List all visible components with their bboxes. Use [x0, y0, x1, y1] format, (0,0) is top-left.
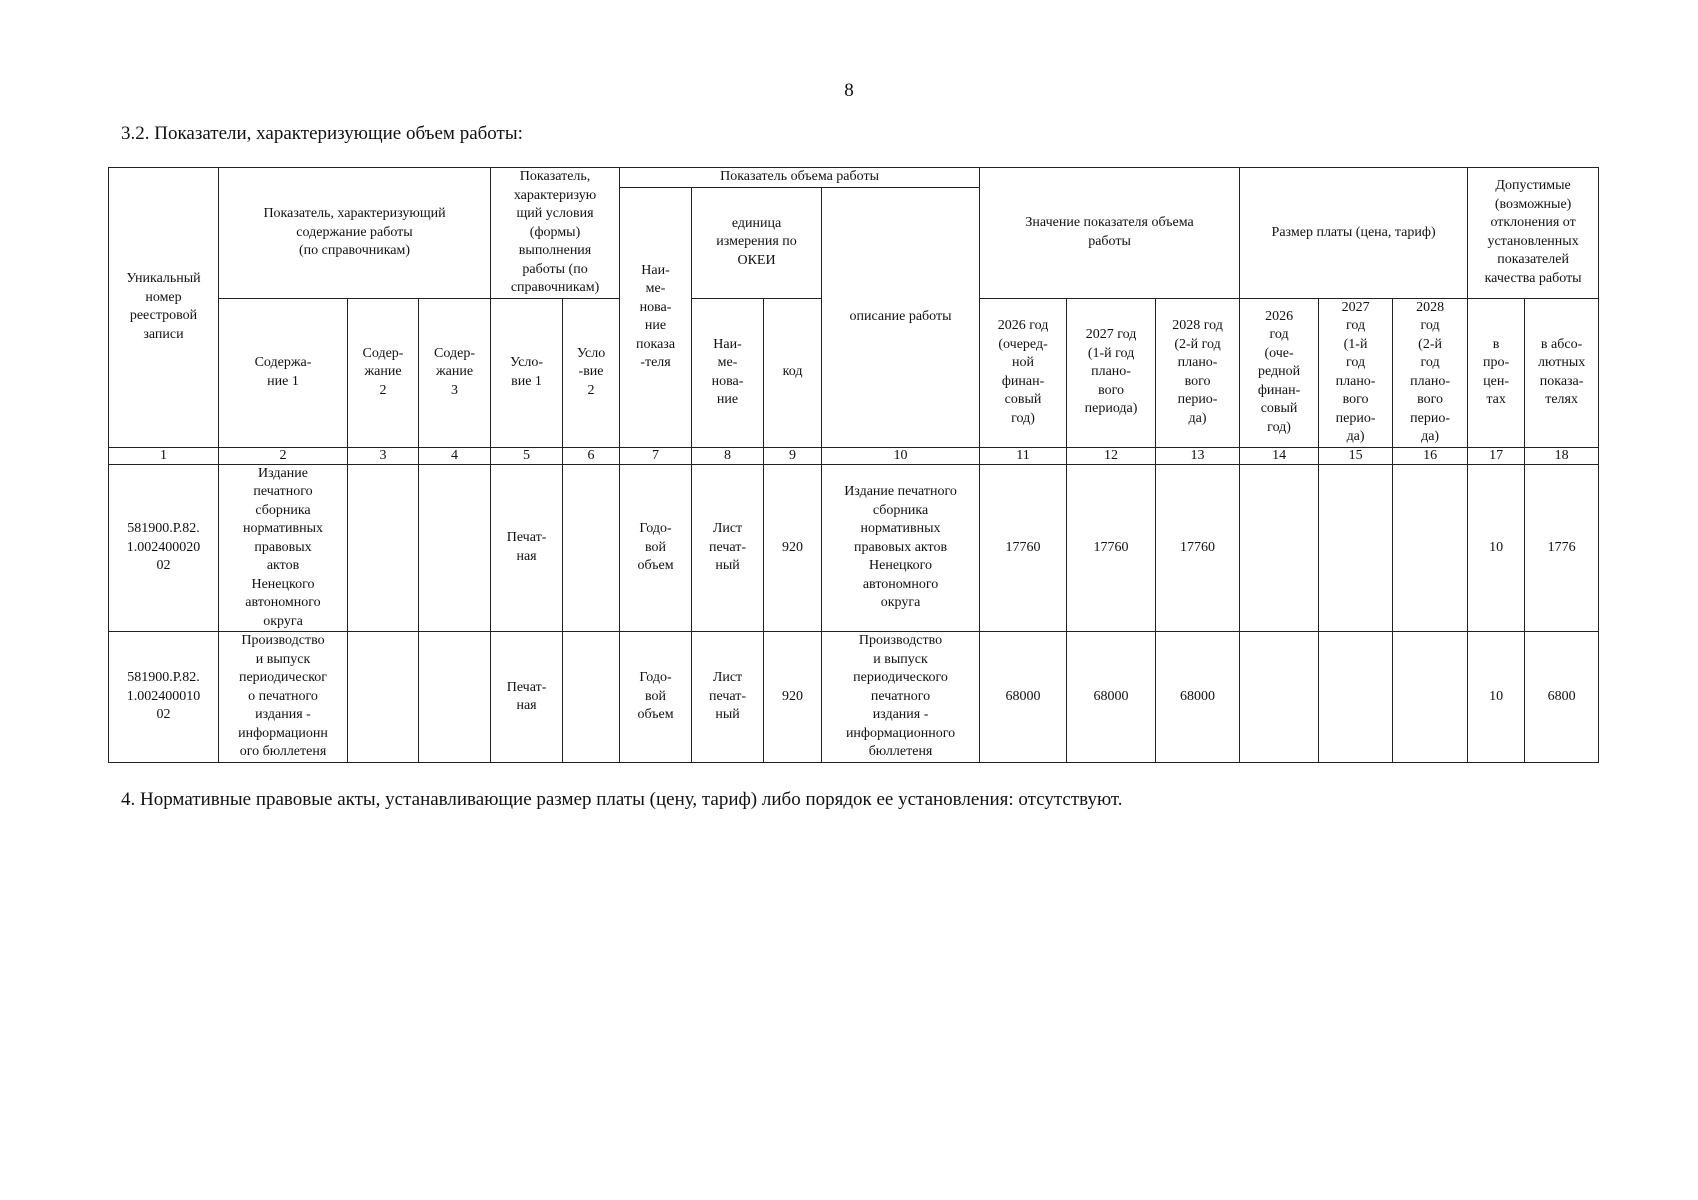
condition-2-cell: [563, 464, 620, 632]
footer-note: 4. Нормативные правовые акты, устанавливающие размер платы (цену, тариф) либо порядок ее установления: отсутствуют.: [121, 789, 1123, 810]
column-number-row: [109, 447, 1599, 464]
value-2026-cell: 68000: [980, 632, 1067, 763]
value-2028-cell: 17760: [1156, 464, 1240, 632]
header-unit-code: код: [764, 298, 822, 447]
value-2028-cell: 68000: [1156, 632, 1240, 763]
header-fee-2028: 2028 год (2-й год плано- вого перио- да): [1393, 298, 1468, 447]
deviation-absolute-cell: 1776: [1525, 464, 1599, 632]
column-number: 6: [563, 447, 620, 464]
header-condition-1: Усло- вие 1: [491, 298, 563, 447]
header-unit-okei: единица измерения по ОКЕИ: [692, 187, 822, 298]
column-number: 4: [419, 447, 491, 464]
header-fee-group: Размер платы (цена, тариф): [1240, 168, 1468, 299]
condition-1-cell: Печат- ная: [491, 464, 563, 632]
deviation-percent-cell: 10: [1468, 464, 1525, 632]
header-volume-group: Показатель объема работы: [620, 168, 980, 188]
table-row: [109, 632, 1599, 763]
header-value-2027: 2027 год (1-й год плано- вого периода): [1067, 298, 1156, 447]
deviation-percent-cell: 10: [1468, 632, 1525, 763]
header-content-group: Показатель, характеризующий содержание работы (по справочникам): [219, 168, 491, 299]
column-number: 5: [491, 447, 563, 464]
fee-2028-cell: [1393, 464, 1468, 632]
header-deviation-absolute: в абсо- лютных показа- телях: [1525, 298, 1599, 447]
unit-code-cell: 920: [764, 464, 822, 632]
unit-code-cell: 920: [764, 632, 822, 763]
header-fee-2026: 2026 год (оче- редной финан- совый год): [1240, 298, 1319, 447]
header-deviation-percent: в про- цен- тах: [1468, 298, 1525, 447]
header-unique-number: Уникальный номер реестровой записи: [109, 168, 219, 448]
column-number: 11: [980, 447, 1067, 464]
header-deviation-group: Допустимые (возможные) отклонения от установленных показателей качества работы: [1468, 168, 1599, 299]
fee-2027-cell: [1319, 464, 1393, 632]
page-number: 8: [844, 80, 854, 101]
content-2-cell: [348, 632, 419, 763]
indicator-name-cell: Годо- вой объем: [620, 464, 692, 632]
column-number: 16: [1393, 447, 1468, 464]
section-title: 3.2. Показатели, характеризующие объем работы:: [121, 123, 523, 144]
header-condition-group: Показатель, характеризую щий условия (формы) выполнения работы (по справочникам): [491, 168, 620, 299]
column-number: 14: [1240, 447, 1319, 464]
header-value-2028: 2028 год (2-й год плано- вого перио- да): [1156, 298, 1240, 447]
column-number: 10: [822, 447, 980, 464]
fee-2028-cell: [1393, 632, 1468, 763]
indicator-name-cell: Годо- вой объем: [620, 632, 692, 763]
condition-1-cell: Печат- ная: [491, 632, 563, 763]
fee-2026-cell: [1240, 464, 1319, 632]
column-number: 17: [1468, 447, 1525, 464]
header-indicator-name: Наи- ме- нова- ние показа -теля: [620, 187, 692, 447]
work-description-cell: Производство и выпуск периодического печатного издания - информационного бюллетеня: [822, 632, 980, 763]
header-fee-2027: 2027 год (1-й год плано- вого перио- да): [1319, 298, 1393, 447]
header-value-2026: 2026 год (очеред- ной финан- совый год): [980, 298, 1067, 447]
condition-2-cell: [563, 632, 620, 763]
header-value-group: Значение показателя объема работы: [980, 168, 1240, 299]
registry-number-cell: 581900.Р.82. 1.002400010 02: [109, 632, 219, 763]
header-content-3: Содер- жание 3: [419, 298, 491, 447]
column-number: 8: [692, 447, 764, 464]
content-3-cell: [419, 464, 491, 632]
column-number: 15: [1319, 447, 1393, 464]
value-2027-cell: 68000: [1067, 632, 1156, 763]
header-content-2: Содер- жание 2: [348, 298, 419, 447]
column-number: 18: [1525, 447, 1599, 464]
column-number: 2: [219, 447, 348, 464]
header-content-1: Содержа- ние 1: [219, 298, 348, 447]
content-1-cell: Издание печатного сборника нормативных правовых актов Ненецкого автономного округа: [219, 464, 348, 632]
fee-2026-cell: [1240, 632, 1319, 763]
table-row: [109, 464, 1599, 632]
fee-2027-cell: [1319, 632, 1393, 763]
column-number: 12: [1067, 447, 1156, 464]
content-2-cell: [348, 464, 419, 632]
header-condition-2: Усло -вие 2: [563, 298, 620, 447]
header-unit-name: Наи- ме- нова- ние: [692, 298, 764, 447]
column-number: 13: [1156, 447, 1240, 464]
content-1-cell: Производство и выпуск периодическог о печатного издания - информационн ого бюллетеня: [219, 632, 348, 763]
column-number: 1: [109, 447, 219, 464]
work-description-cell: Издание печатного сборника нормативных правовых актов Ненецкого автономного округа: [822, 464, 980, 632]
header-work-description: описание работы: [822, 187, 980, 447]
column-number: 7: [620, 447, 692, 464]
registry-number-cell: 581900.Р.82. 1.002400020 02: [109, 464, 219, 632]
column-number: 9: [764, 447, 822, 464]
column-number: 3: [348, 447, 419, 464]
work-volume-table: [108, 167, 1599, 763]
deviation-absolute-cell: 6800: [1525, 632, 1599, 763]
unit-name-cell: Лист печат- ный: [692, 632, 764, 763]
unit-name-cell: Лист печат- ный: [692, 464, 764, 632]
header-row-1: [109, 168, 1599, 188]
content-3-cell: [419, 632, 491, 763]
value-2027-cell: 17760: [1067, 464, 1156, 632]
value-2026-cell: 17760: [980, 464, 1067, 632]
